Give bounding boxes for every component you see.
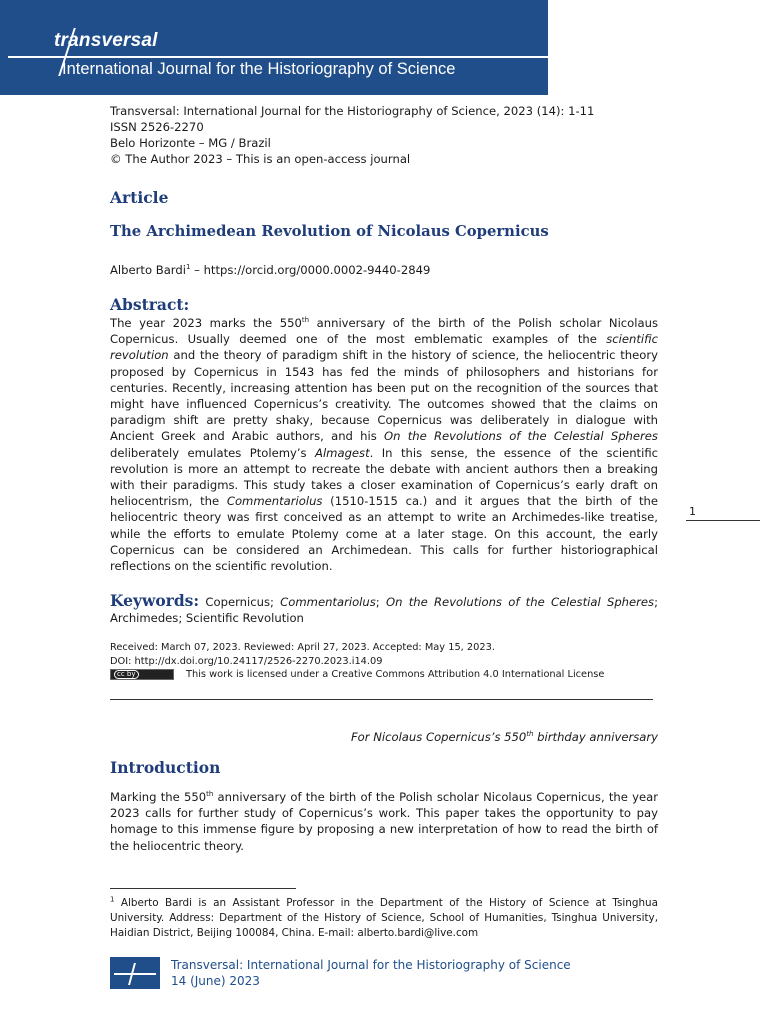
location: Belo Horizonte – MG / Brazil — [110, 136, 271, 150]
introduction-heading: Introduction — [110, 758, 221, 777]
keywords-block: Keywords: Copernicus; Commentariolus; On the Revolutions of the Celestial Spheres; Archimedes; Scientific Revolution — [110, 591, 659, 626]
page-number-rule — [686, 520, 760, 521]
article-meta — [110, 103, 594, 167]
cc-by-badge[interactable]: cc by — [110, 669, 174, 680]
dedication: For Nicolaus Copernicus’s 550th birthday anniversary — [351, 730, 658, 744]
copyright: © The Author 2023 – This is an open-access journal — [110, 152, 411, 166]
footnote-divider — [110, 888, 296, 889]
journal-logo-text: transversal — [54, 30, 158, 51]
author-orcid[interactable]: – https://orcid.org/0000.0002-9440-2849 — [190, 263, 431, 277]
footer-logo-icon — [110, 957, 160, 989]
keywords-label: Keywords: — [110, 591, 200, 610]
license-text: This work is licensed under a Creative Commons Attribution 4.0 International License — [186, 669, 605, 680]
issn: ISSN 2526-2270 — [110, 120, 204, 134]
abstract-body — [110, 315, 658, 574]
logo-cross-horizontal — [8, 56, 548, 58]
journal-subtitle: International Journal for the Historiography of Science — [62, 60, 456, 78]
author-line — [110, 263, 430, 277]
footer — [171, 957, 571, 989]
author-footnote-ref[interactable]: 1 — [185, 263, 191, 272]
citation: Transversal: International Journal for the Historiography of Science, 2023 (14): 1-11 — [110, 104, 595, 118]
footer-issue: 14 (June) 2023 — [171, 974, 260, 988]
introduction-paragraph: Marking the 550th anniversary of the birth of the Polish scholar Nicolaus Copernicus, the year 2023 calls for further study of Copernicus’s work. This paper takes the opportunity to pay homage to this immense figure by proposing a new interpretation of how to read the birth of the heliocentric theory. — [110, 790, 658, 853]
doi-link[interactable]: DOI: http://dx.doi.org/10.24117/2526-2270.2023.i14.09 — [110, 656, 383, 667]
article-title: The Archimedean Revolution of Nicolaus Copernicus — [110, 223, 549, 240]
article-label: Article — [110, 188, 169, 207]
footnote: $^1$ Alberto Bardi is an Assistant Professor in the Department of the History of Science at Tsinghua University. Address: Department of the History of Science, School of Humanities, Tsinghua University, Haidian District, Beijing 100084, China. E-mail: alberto.bardi@live.com — [110, 895, 658, 939]
author-name: Alberto Bardi — [110, 263, 186, 277]
footer-journal: Transversal: International Journal for the Historiography of Science — [171, 958, 571, 972]
page-number: 1 — [689, 505, 696, 518]
journal-banner — [0, 0, 548, 95]
received-dates: Received: March 07, 2023. Reviewed: April 27, 2023. Accepted: May 15, 2023. — [110, 642, 495, 653]
license-line — [110, 669, 604, 680]
dates-block — [110, 641, 495, 669]
abstract-paragraph: The year 2023 marks the 550th anniversary of the birth of the Polish scholar Nicolaus Copernicus. Usually deemed one of the most emblematic examples of the scientific revolution and the theory of paradigm shift in the history of science, the heliocentric theory proposed by Copernicus in 1543 has fed the minds of philosophers and historians for centuries. Recently, increasing attention has been put on the recognition of the sources that might have influenced Copernicus’s creativity. The outcomes showed that the claims on paradigm shift are pretty shaky, because Copernicus was deliberately in dialogue with Ancient Greek and Arabic authors, and his On the Revolutions of the Celestial Spheres deliberately emulates Ptolemy’s Almagest. In this sense, the essence of the scientific revolution is more an attempt to recreate the debate with ancient authors then a breaking with their paradigms. This study takes a closer examination of Copernicus’s early draft on heliocentrism, the Commentariolus (1510-1515 ca.) and it argues that the birth of the heliocentric theory was first conceived as an attempt to write an Archimedes-like treatise, while the efforts to emulate Ptolemy come at a later stage. On this account, the early Copernicus can be considered an Archimedean. This calls for further historiographical reflections on the scientific revolution. — [110, 316, 658, 574]
section-divider — [110, 699, 653, 700]
abstract-heading: Abstract: — [110, 295, 190, 314]
